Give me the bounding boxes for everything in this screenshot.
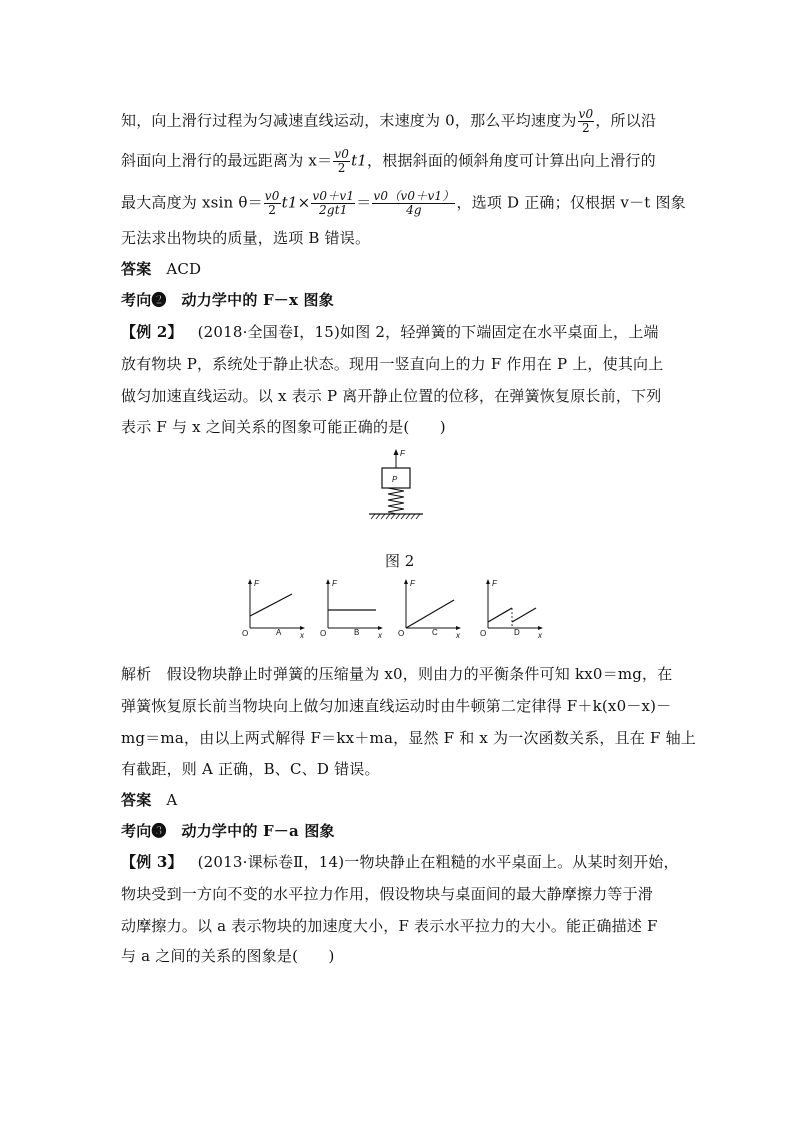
example-2-line-3: 做匀加速直线运动。以 x 表示 P 离开静止位置的位移，在弹簧恢复原长前，下列	[121, 387, 662, 405]
fraction: $\frac{v0(v0+v1)}{4g}$	[373, 189, 455, 217]
text-line-1: 知，向上滑行过程为匀减速直线运动，末速度为 0，那么平均速度为 $\frac{v0}{2}$ ，所以沿	[121, 107, 657, 135]
fraction: $\frac{v0+v1}{2gt1}$	[312, 189, 355, 217]
text-line-3: 最大高度为 xsin θ＝ $\frac{v0}{2}$ t1× $\frac{v0+v1}{2gt1}$ ＝ $\frac{v0(v0+v1)}{4g}$ ，选项 D 正确；仅根据 v－t 图象	[121, 189, 686, 217]
text-line-2: 斜面向上滑行的最远距离为 x＝ $\frac{v0}{2}$ t1，根据斜面的倾斜角度可计算出向上滑行的	[121, 147, 656, 175]
answer-1: 答案 ACD	[121, 260, 202, 278]
block-label: P	[392, 475, 398, 484]
svg-text:F: F	[492, 579, 497, 588]
svg-text:x: x	[538, 631, 542, 640]
fraction: $\frac{v0}{2}$	[334, 147, 350, 175]
graph-a-letter: A	[276, 628, 282, 637]
figure-caption: 图 2	[385, 552, 415, 570]
graph-line	[406, 600, 454, 628]
example-3-line-2: 物块受到一方向不变的水平拉力作用，假设物块与桌面间的最大静摩擦力等于滑	[121, 885, 654, 903]
svg-text:F: F	[410, 579, 415, 588]
fraction: $\frac{v0}{2}$	[264, 189, 280, 217]
graph-d-letter: D	[514, 628, 520, 637]
example-3-line-3: 动摩擦力。以 a 表示物块的加速度大小，F 表示水平拉力的大小。能正确描述 F	[121, 917, 658, 935]
svg-text:x: x	[456, 631, 460, 640]
analysis-line-3: mg＝ma，由以上两式解得 F＝kx＋ma，显然 F 和 x 为一次函数关系，且在 F 轴上	[121, 729, 696, 747]
example-3-line-1: 【例 3】 (2013·课标卷Ⅱ，14)一物块静止在粗糙的水平桌面上。从某时刻开始，	[121, 853, 679, 871]
force-label: F	[400, 449, 405, 458]
fraction: $\frac{v0}{2}$	[578, 107, 594, 135]
text: 知，向上滑行过程为匀减速直线运动，末速度为 0，那么平均速度为	[121, 111, 577, 130]
svg-text:x: x	[378, 631, 382, 640]
svg-text:O: O	[320, 629, 327, 638]
spring-block-figure	[355, 446, 445, 526]
answer-2: 答案 A	[121, 791, 178, 809]
svg-text:F: F	[254, 579, 259, 588]
analysis-line-4: 有截距，则 A 正确，B、C、D 错误。	[121, 760, 380, 778]
svg-text:O: O	[242, 629, 249, 638]
kaoxiang-3-heading: 考向❸ 动力学中的 F－a 图象	[121, 822, 335, 840]
svg-text:O: O	[480, 629, 487, 638]
example-2-line-1: 【例 2】 (2018·全国卷Ⅰ，15)如图 2，轻弹簧的下端固定在水平桌面上，上端	[121, 323, 659, 341]
analysis-line-1: 解析 假设物块静止时弹簧的压缩量为 x0，则由力的平衡条件可知 kx0＝mg，在	[121, 665, 673, 683]
svg-text:O: O	[398, 629, 405, 638]
graph-line	[250, 594, 292, 616]
svg-text:F: F	[332, 579, 337, 588]
svg-text:x: x	[300, 631, 304, 640]
example-3-line-4: 与 a 之间的关系的图象是( )	[121, 947, 335, 965]
graph-line-1	[488, 608, 512, 622]
text-line-4: 无法求出物块的质量，选项 B 错误。	[121, 229, 371, 247]
analysis-line-2: 弹簧恢复原长前当物块向上做匀加速直线运动时由牛顿第二定律得 F＋k(x0－x)－	[121, 697, 672, 715]
example-2-line-4: 表示 F 与 x 之间关系的图象可能正确的是( )	[121, 418, 446, 436]
graph-line-2	[512, 608, 536, 622]
graph-b-letter: B	[354, 628, 360, 637]
kaoxiang-2-heading: 考向❷ 动力学中的 F－x 图象	[121, 291, 334, 309]
example-2-line-2: 放有物块 P，系统处于静止状态。现用一竖直向上的力 F 作用在 P 上，使其向上	[121, 355, 664, 373]
graph-c-letter: C	[432, 628, 438, 637]
